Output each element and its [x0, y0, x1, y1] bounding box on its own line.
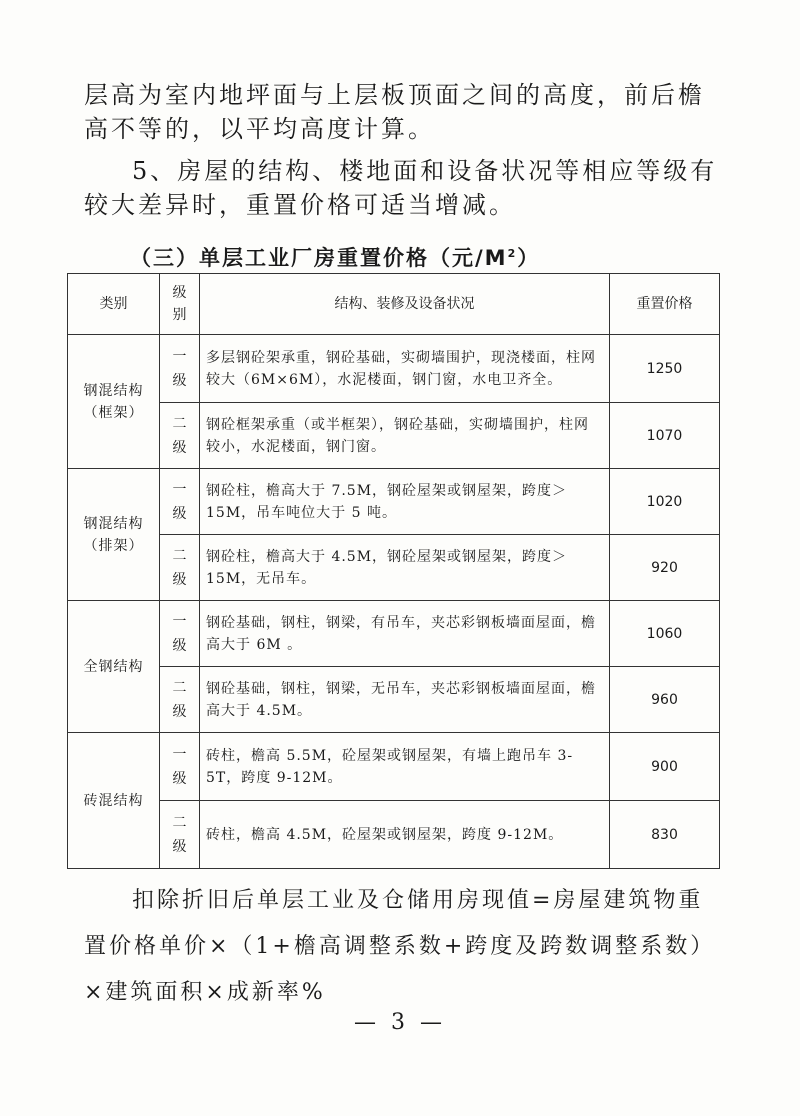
price-cell: 960: [610, 667, 720, 733]
description-cell: 砖柱，檐高 4.5M，砼屋架或钢屋架，跨度 9-12M。: [200, 801, 610, 869]
level-cell: [160, 535, 200, 601]
description-cell: 钢砼框架承重（或半框架），钢砼基础，实砌墙围护，柱网较小，水泥楼面，钢门窗。: [200, 403, 610, 469]
price-cell: 1020: [610, 469, 720, 535]
level-cell: [160, 801, 200, 869]
header-description: 结构、装修及设备状况: [200, 274, 610, 335]
category-sublabel: （框架）: [83, 404, 144, 421]
header-price: 重置价格: [610, 274, 720, 335]
description-cell: 砖柱，檐高 5.5M，砼屋架或钢屋架，有墙上跑吊车 3-5T，跨度 9-12M。: [200, 733, 610, 801]
caption-close: ）: [517, 246, 541, 270]
level-cell: [160, 667, 200, 733]
paragraph-item-5: 5、房屋的结构、楼地面和设备状况等相应等级有较大差异时，重置价格可适当增减。: [84, 157, 718, 219]
description-cell: 钢砼基础，钢柱，钢梁，无吊车，夹芯彩钢板墙面屋面，檐高大于 4.5M。: [200, 667, 610, 733]
level-number: 一: [172, 613, 187, 630]
level-cell: [160, 469, 200, 535]
description-cell: 钢砼基础，钢柱，钢梁，有吊车，夹芯彩钢板墙面屋面，檐高大于 6M 。: [200, 601, 610, 667]
category-label: 钢混结构: [83, 515, 144, 532]
table-row: [68, 535, 720, 601]
level-number: 二: [172, 814, 187, 831]
page-number: — 3 —: [354, 1010, 446, 1035]
category-cell: [68, 335, 160, 469]
header-category: 类别: [68, 274, 160, 335]
category-cell: [68, 469, 160, 601]
category-label: 钢混结构: [83, 382, 144, 399]
level-suffix: 级: [172, 571, 187, 588]
table-row: [68, 733, 720, 801]
description-cell: 钢砼柱，檐高大于 7.5M，钢砼屋架或钢屋架，跨度＞15M，吊车吨位大于 5 吨。: [200, 469, 610, 535]
table-header-row: [68, 274, 720, 335]
table-row: [68, 469, 720, 535]
table-row: [68, 801, 720, 869]
table-row: [68, 667, 720, 733]
category-cell: [68, 601, 160, 733]
price-cell: 1250: [610, 335, 720, 403]
level-suffix: 级: [172, 439, 187, 456]
price-table: [67, 273, 720, 869]
description-cell: 多层钢砼架承重，钢砼基础，实砌墙围护，现浇楼面，柱网较大（6M×6M），水泥楼面，钢门窗，水电卫齐全。: [200, 335, 610, 403]
level-suffix: 级: [172, 505, 187, 522]
level-number: 一: [172, 348, 187, 365]
level-suffix: 级: [172, 637, 187, 654]
table-row: [68, 335, 720, 403]
paragraph-formula: 扣除折旧后单层工业及仓储用房现值=房屋建筑物重置价格单价×（1+檐高调整系数+跨度及跨数调整系数）×建筑面积×成新率%: [84, 888, 716, 1005]
level-number: 二: [172, 679, 187, 696]
caption-text: （三）单层工业厂房重置价格（元/M: [130, 246, 508, 270]
header-level-2: 别: [172, 307, 187, 323]
price-cell: 830: [610, 801, 720, 869]
table-row: [68, 601, 720, 667]
price-cell: 1060: [610, 601, 720, 667]
price-cell: 900: [610, 733, 720, 801]
table-row: [68, 403, 720, 469]
level-number: 一: [172, 746, 187, 763]
level-cell: [160, 601, 200, 667]
level-cell: [160, 335, 200, 403]
category-cell: [68, 733, 160, 869]
caption-superscript: 2: [507, 247, 518, 260]
level-number: 二: [172, 415, 187, 432]
table-caption: [130, 242, 690, 272]
level-number: 一: [172, 481, 187, 498]
price-cell: 1070: [610, 403, 720, 469]
paragraph-floor-height: 层高为室内地坪面与上层板顶面之间的高度，前后檐高不等的，以平均高度计算。: [84, 81, 705, 143]
category-label: 砖混结构: [83, 792, 144, 809]
level-number: 二: [172, 547, 187, 564]
level-suffix: 级: [172, 838, 187, 855]
category-sublabel: （排架）: [83, 537, 144, 554]
header-level: [160, 274, 200, 335]
price-cell: 920: [610, 535, 720, 601]
level-suffix: 级: [172, 770, 187, 787]
level-suffix: 级: [172, 703, 187, 720]
description-cell: 钢砼柱，檐高大于 4.5M，钢砼屋架或钢屋架，跨度＞15M，无吊车。: [200, 535, 610, 601]
header-level-1: 级: [172, 285, 187, 301]
level-cell: [160, 733, 200, 801]
level-cell: [160, 403, 200, 469]
level-suffix: 级: [172, 372, 187, 389]
category-label: 全钢结构: [83, 658, 144, 675]
